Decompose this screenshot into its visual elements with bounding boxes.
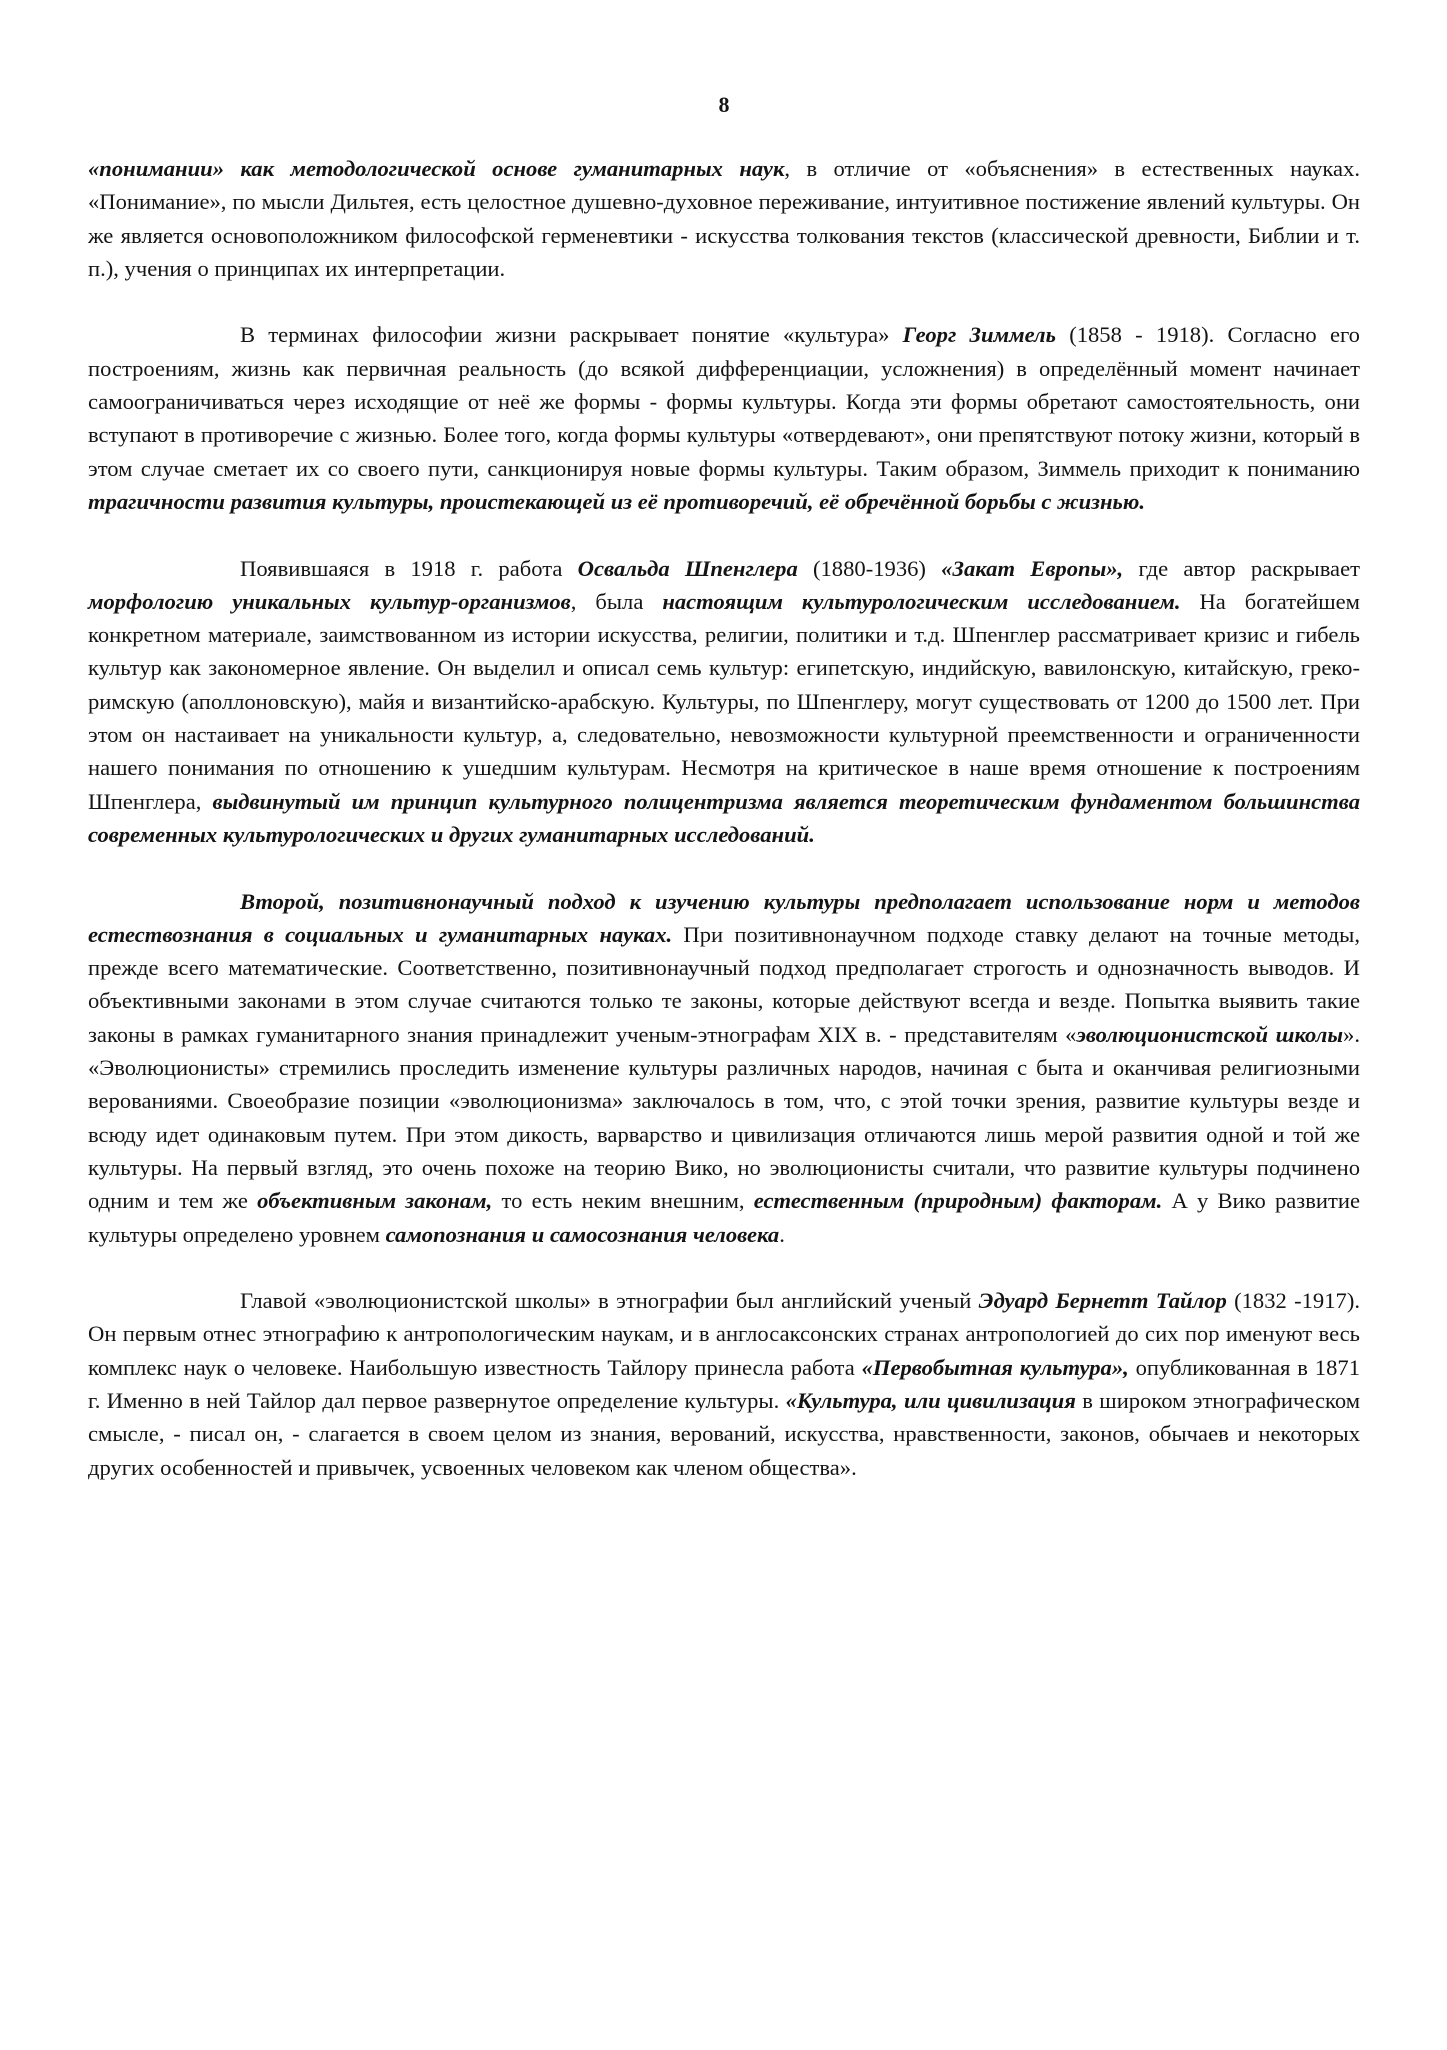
emphasized-text: настоящим культурологическим исследованием. bbox=[662, 588, 1181, 614]
paragraph bbox=[88, 152, 1360, 285]
body-text: , в отличие от «объяснения» в естественных науках. «Понимание», по мысли Дильтея, есть целостное душевно-духовное переживание, интуитивное постижение явлений культуры. Он же является основоположником философской герменевтики - искусства толкования текстов (классической древности, Библии и т. п.), учения о принципах их интерпретации. bbox=[88, 156, 1360, 281]
paragraph-spacer bbox=[88, 1251, 1360, 1284]
emphasized-text: самопознания и самосознания человека bbox=[385, 1221, 780, 1247]
body-text: (1832 -1917). Он первым отнес этнографию к антропологическим наукам, и в англосаксонских странах антропологией до сих пор именуют весь комплекс наук о человеке. Наибольшую известность Тайлору принесла работа bbox=[88, 1288, 1360, 1380]
paragraph bbox=[88, 552, 1360, 852]
body-text: При позитивнонаучном подходе ставку делают на точные методы, прежде всего математические. Соответственно, позитивнонаучный подход предполагает строгость и однозначность выводов. И объективными законами в этом случае считаются только те законы, которые действуют всегда и везде. Попытка выявить такие законы в рамках гуманитарного знания принадлежит ученым-этнографам XIX в. - представителям « bbox=[88, 921, 1361, 1047]
emphasized-text: «Первобытная культура», bbox=[861, 1354, 1129, 1380]
emphasized-text: трагичности развития культуры, проистекающей из её противоречий, её обречённой борьбы с жизнью. bbox=[88, 488, 1145, 514]
emphasized-text: «понимании» как методологической основе гуманитарных наук bbox=[88, 156, 785, 181]
body-text: , была bbox=[570, 588, 663, 614]
emphasized-text: Эдуард Бернетт Тайлор bbox=[978, 1288, 1227, 1314]
body-text: (1858 - 1918). Согласно его построениям, жизнь как первичная реальность (до всякой дифференциации, усложнения) в определённый момент начинает самоограничиваться через исходящие от неё же формы - формы культуры. Когда эти формы обретают самостоятельность, они вступают в противоречие с жизнью. Более того, когда формы культуры «отвердевают», они препятствуют потоку жизни, который в этом случае сметает их со своего пути, санкционируя новые формы культуры. Таким образом, Зиммель приходит к пониманию bbox=[88, 322, 1360, 481]
body-text: то есть неким внешним, bbox=[492, 1188, 754, 1214]
emphasized-text: «Культура, или цивилизация bbox=[785, 1387, 1076, 1413]
body-text: А у Вико развитие культуры определено уровнем bbox=[88, 1188, 1360, 1247]
document-body bbox=[88, 152, 1360, 1484]
body-text: В терминах философии жизни раскрывает понятие «культура» bbox=[240, 322, 903, 348]
emphasized-text: выдвинутый им принцип культурного полицентризма является теоретическим фундаментом большинства современных культурологических и других гуманитарных исследований. bbox=[88, 788, 1360, 847]
body-text: (1880-1936) bbox=[797, 555, 942, 581]
paragraph-spacer bbox=[88, 518, 1360, 551]
paragraph-spacer bbox=[88, 285, 1360, 318]
emphasized-text: эволюционистской школы bbox=[1076, 1021, 1344, 1047]
emphasized-text: Второй, позитивнонаучный подход к изучению культуры предполагает использование норм и методов естествознания в социальных и гуманитарных науках. bbox=[88, 888, 1360, 947]
paragraph-spacer bbox=[88, 851, 1360, 884]
body-text: Главой «эволюционистской школы» в этнографии был английский ученый bbox=[240, 1288, 979, 1314]
paragraph bbox=[88, 318, 1360, 518]
paragraph bbox=[88, 1284, 1360, 1484]
emphasized-text: Георг Зиммель bbox=[902, 322, 1056, 348]
emphasized-text: естественным (природным) факторам. bbox=[753, 1188, 1163, 1214]
body-text: На богатейшем конкретном материале, заимствованном из истории искусства, религии, политики и т.д. Шпенглер рассматривает кризис и гибель культур как закономерное явление. Он выделил и описал семь культур: египетскую, индийскую, вавилонскую, китайскую, греко-римскую (аполлоновскую), майя и византийско-арабскую. Культуры, по Шпенглеру, могут существовать от 1200 до 1500 лет. При этом он настаивает на уникальности культур, а, следовательно, невозможности культурной преемственности и ограниченности нашего понимания по отношению к ушедшим культурам. Несмотря на критическое в наше время отношение к построениям Шпенглера, bbox=[88, 588, 1360, 814]
emphasized-text: морфологию уникальных культур-организмов bbox=[88, 588, 571, 614]
body-text: ». «Эволюционисты» стремились проследить изменение культуры различных народов, начиная с быта и оканчивая религиозными верованиями. Своеобразие позиции «эволюционизма» заключалось в том, что, с этой точки зрения, развитие культуры везде и всюду идет одинаковым путем. При этом дикость, варварство и цивилизация отличаются лишь мерой развития одной и той же культуры. На первый взгляд, это очень похоже на теорию Вико, но эволюционисты считали, что развитие культуры подчинено одним и тем же bbox=[88, 1021, 1360, 1214]
body-text: . bbox=[779, 1221, 785, 1247]
document-page bbox=[88, 0, 1360, 2050]
body-text: опубликованная в 1871 г. Именно в ней Тайлор дал первое развернутое определение культуры. bbox=[88, 1354, 1360, 1413]
emphasized-text: объективным законам, bbox=[257, 1188, 493, 1214]
body-text: где автор раскрывает bbox=[1123, 555, 1360, 581]
paragraph bbox=[88, 885, 1360, 1251]
emphasized-text: «Закат Европы», bbox=[941, 555, 1124, 581]
body-text: Появившаяся в 1918 г. работа bbox=[240, 555, 578, 581]
page-number: 8 bbox=[718, 92, 730, 117]
body-text: в широком этнографическом смысле, - писал он, - слагается в своем целом из знания, верований, искусства, нравственности, законов, обычаев и некоторых других особенностей и привычек, усвоенных человеком как членом общества». bbox=[88, 1387, 1360, 1480]
emphasized-text: Освальда Шпенглера bbox=[577, 555, 798, 581]
